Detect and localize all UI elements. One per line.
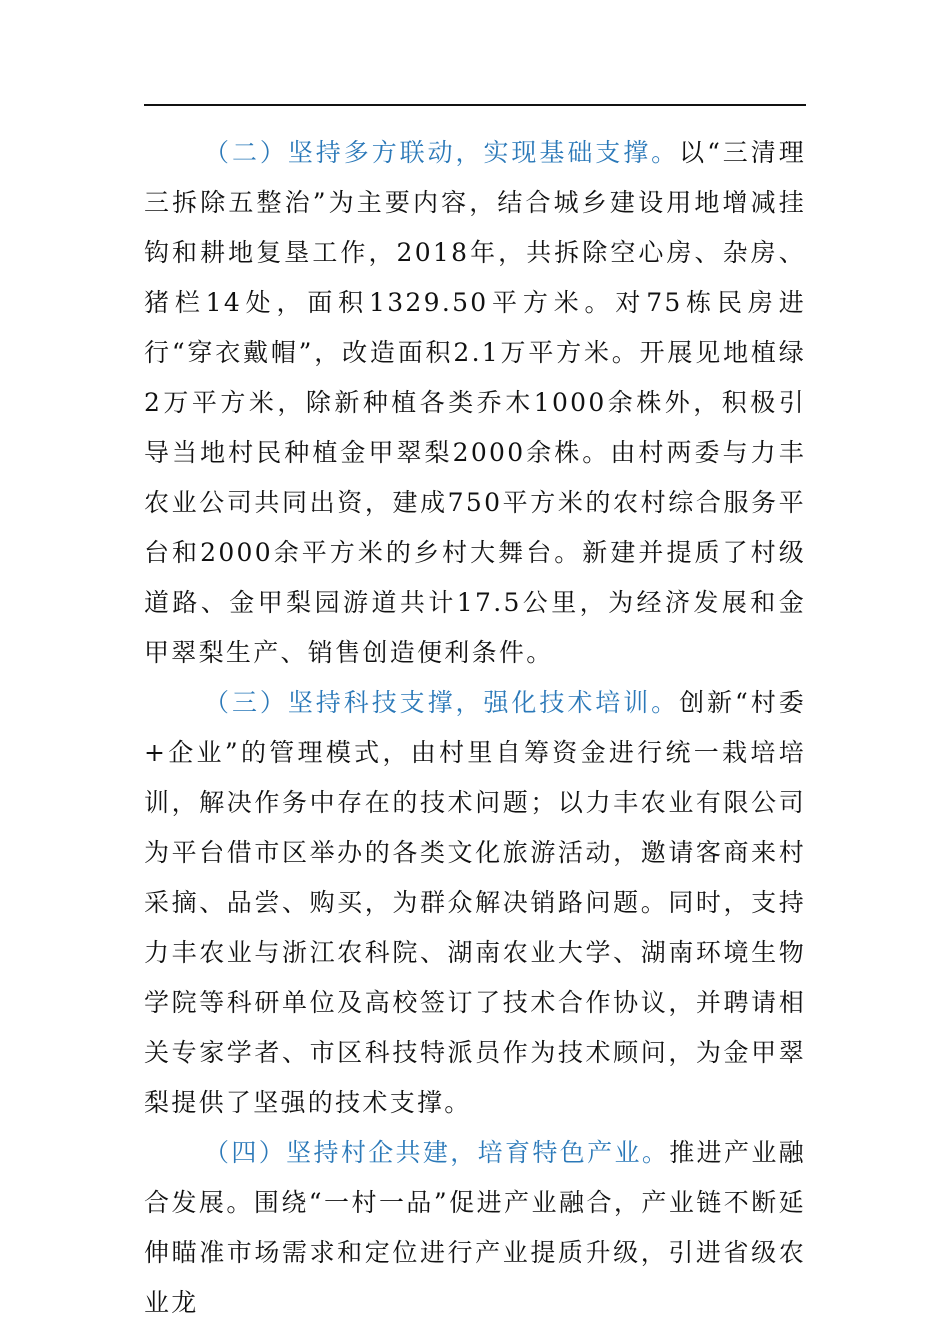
- paragraph-heading: （四）坚持村企共建，培育特色产业。: [204, 1138, 670, 1167]
- paragraph-text: 创新“村委+企业”的管理模式，由村里自筹资金进行统一栽培培训，解决作务中存在的技术问题；以力丰农业有限公司为平台借市区举办的各类文化旅游活动，邀请客商来村采摘、品尝、购买，为群众解决销路问题。同时，支持力丰农业与浙江农科院、湖南农业大学、湖南环境生物学院等科研单位及高校签订了技术合作协议，并聘请相关专家学者、市区科技特派员作为技术顾问，为金甲翠梨提供了坚强的技术支撑。: [144, 688, 806, 1117]
- paragraph-heading: （二）坚持多方联动，实现基础支撑。: [204, 138, 680, 167]
- header-rule: [144, 104, 806, 106]
- paragraph-4: [144, 1128, 806, 1328]
- paragraph-text: 以“三清理三拆除五整治”为主要内容，结合城乡建设用地增减挂钩和耕地复垦工作，2018年，共拆除空心房、杂房、猪栏14处，面积1329.50平方米。对75栋民房进行“穿衣戴帽”，改造面积2.1万平方米。开展见地植绿2万平方米，除新种植各类乔木1000余株外，积极引导当地村民种植金甲翠梨2000余株。由村两委与力丰农业公司共同出资，建成750平方米的农村综合服务平台和2000余平方米的乡村大舞台。新建并提质了村级道路、金甲梨园游道共计17.5公里，为经济发展和金甲翠梨生产、销售创造便利条件。: [144, 138, 806, 667]
- paragraph-heading: （三）坚持科技支撑，强化技术培训。: [204, 688, 680, 717]
- document-body: [144, 128, 806, 1328]
- paragraph-3: [144, 678, 806, 1128]
- paragraph-text: 推进产业融合发展。围绕“一村一品”促进产业融合，产业链不断延伸瞄准市场需求和定位进行产业提质升级，引进省级农业龙: [144, 1138, 806, 1317]
- paragraph-2: [144, 128, 806, 678]
